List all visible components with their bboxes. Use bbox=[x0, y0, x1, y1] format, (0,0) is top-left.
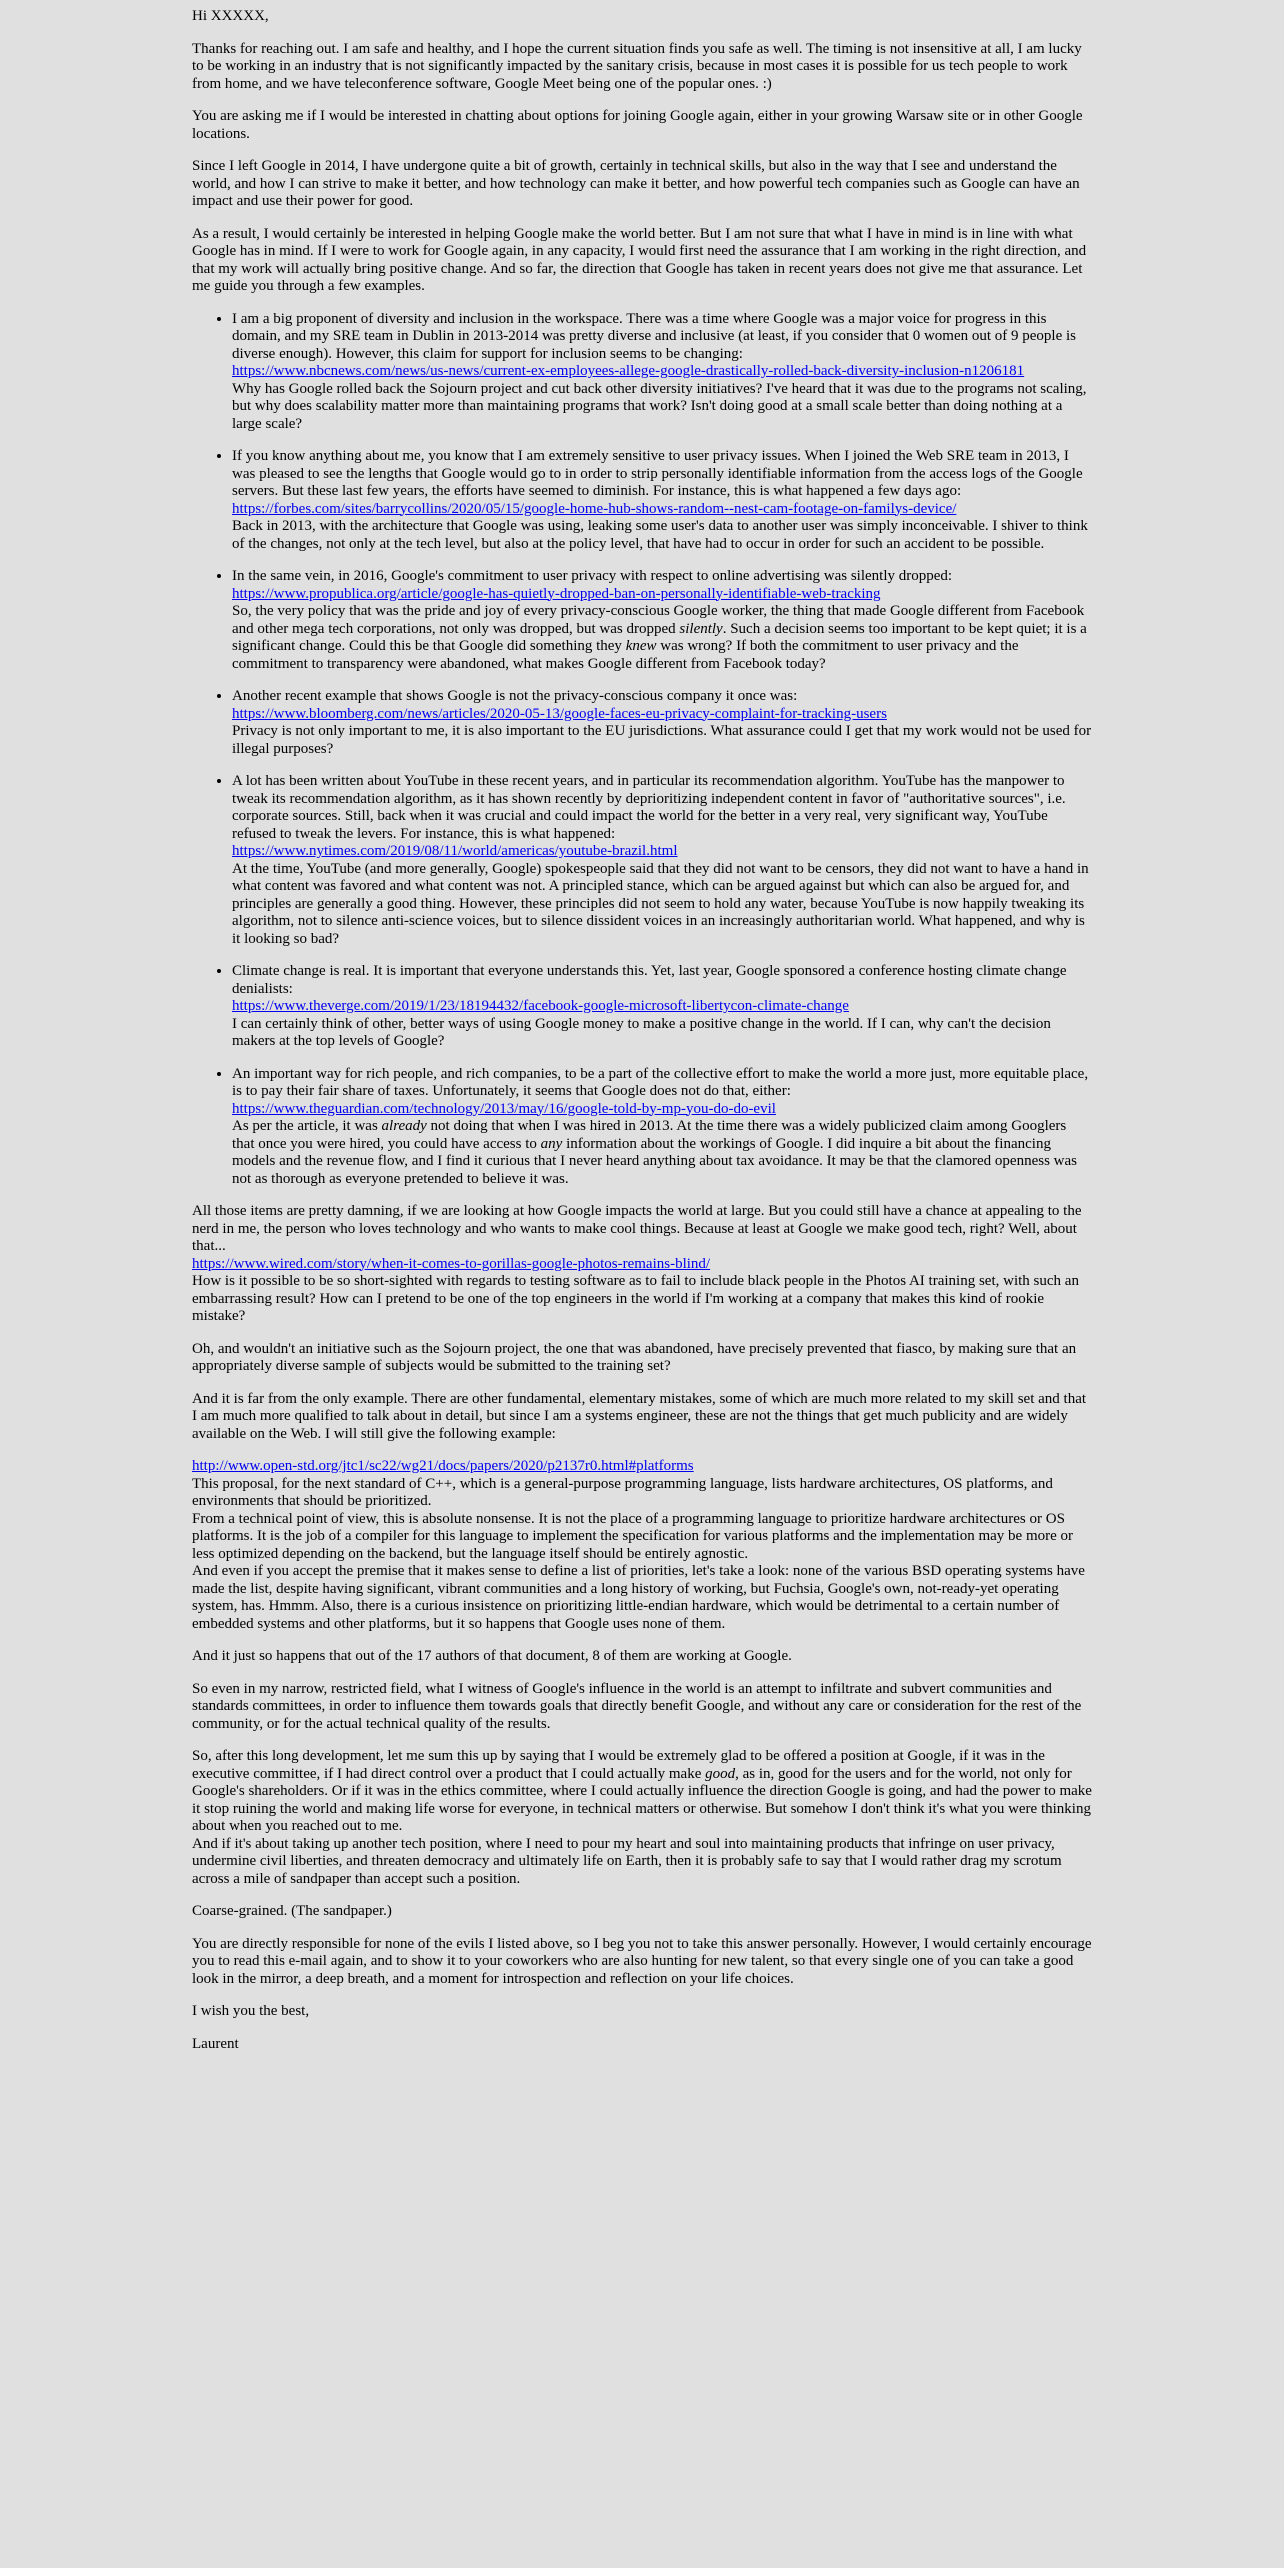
cpp-proposal-line2: From a technical point of view, this is absolute nonsense. It is not the place of a programming language to prioritize hardware architectures or OS platforms. It is the job of a compiler for this language to implement the specification for various platforms and the implementation may be more or less optimized depending on the backend, but the language itself should be entirely agnostic. bbox=[192, 1510, 1074, 1562]
taxes-emphasis-any: any bbox=[540, 1135, 563, 1152]
taxes-emphasis-already: already bbox=[381, 1118, 427, 1134]
paragraph-summary bbox=[192, 1748, 1092, 1888]
examples-list bbox=[192, 311, 1092, 1189]
list-item-youtube bbox=[232, 773, 1092, 948]
climate-text: Climate change is real. It is important that everyone understands this. Yet, last year, Google sponsored a conference hosting climate change denialists: bbox=[232, 963, 1067, 997]
privacy-comment: Back in 2013, with the architecture that Google was using, leaking some user's data to another user was simply inconceivable. I shiver to think of the changes, not only at the tech level, but also at the policy level, that have had to occur in order for such an accident to be possible. bbox=[232, 518, 1088, 552]
youtube-link[interactable]: https://www.nytimes.com/2019/08/11/world/americas/youtube-brazil.html bbox=[232, 843, 678, 859]
diversity-question: Why has Google rolled back the Sojourn project and cut back other diversity initiatives? I've heard that it was due to the programs not scaling, but why does scalability matter more than maintaining programs that work? Isn't doing good at a small scale better than doing nothing at a large scale? bbox=[232, 380, 1087, 432]
diversity-link[interactable]: https://www.nbcnews.com/news/us-news/current-ex-employees-allege-google-drastically-rolled-back-diversity-inclusion-n1206181 bbox=[232, 363, 1025, 379]
advertising-comment-c: was wrong? If both the commitment to user privacy and the commitment to transparency were abandoned, what makes Google different from Facebook today? bbox=[232, 638, 1019, 672]
paragraph-question: You are asking me if I would be interested in chatting about options for joining Google again, either in your growing Warsaw site or in other Google locations. bbox=[192, 108, 1083, 142]
climate-comment: I can certainly think of other, better ways of using Google money to make a positive change in the world. If I can, why can't the decision makers at the top levels of Google? bbox=[232, 1015, 1051, 1049]
taxes-link[interactable]: https://www.theguardian.com/technology/2013/may/16/google-told-by-mp-you-do-do-evil bbox=[232, 1100, 776, 1117]
greeting: Hi XXXXX, bbox=[192, 8, 269, 24]
paragraph-influence: So even in my narrow, restricted field, what I witness of Google's influence in the world is an attempt to infiltrate and subvert communities and standards committees, in order to influence them towards goals that directly benefit Google, and without any care or consideration for the rest of the community, or for the actual technical quality of the results. bbox=[192, 1680, 1082, 1732]
tech-quality-text: All those items are pretty damning, if we are looking at how Google impacts the world at large. But you could still have a chance at appealing to the nerd in me, the person who loves technology and who wants to make cool things. Because at least at Google we make good tech, right? Well, about that... bbox=[192, 1203, 1082, 1254]
privacy-text: If you know anything about me, you know that I am extremely sensitive to user privacy issues. When I joined the Web SRE team in 2013, I was pleased to see the lengths that Google would go to in order to strip personally identifiable information from the access logs of the Google servers. But these last few years, the efforts have seemed to diminish. For instance, this is what happened a few days ago: bbox=[232, 448, 1083, 499]
photos-link[interactable]: https://www.wired.com/story/when-it-comes-to-gorillas-google-photos-remains-blind/ bbox=[192, 1255, 711, 1272]
youtube-comment: At the time, YouTube (and more generally, Google) spokespeople said that they did not want to be censors, they did not want to have a hand in what content was favored and what content was not. A principled stance, which can be argued against but which can also be argued for, and principles are generally a good thing. However, these principles did not seem to hold any water, because YouTube is now happily tweaking its algorithm, not to silence anti-science voices, but to silence dissident voices in an increasingly authoritarian world. What happened, and why is it looking so bad? bbox=[232, 860, 1089, 947]
eu-comment: Privacy is not only important to me, it is also important to the EU jurisdictions. What assurance could I get that my work would not be used for illegal purposes? bbox=[232, 723, 1092, 757]
privacy-link[interactable]: https://forbes.com/sites/barrycollins/2020/05/15/google-home-hub-shows-random--nest-cam-footage-on-familys-device/ bbox=[232, 500, 957, 517]
advertising-emphasis-silently: silently bbox=[679, 620, 723, 637]
advertising-comment-a: So, the very policy that was the pride and joy of every privacy-conscious Google worker, the thing that made Google different from Facebook and other mega tech corporations, not only was dropped, but was dropped bbox=[232, 603, 1085, 637]
summary-line2: And if it's about taking up another tech position, where I need to pour my heart and soul into maintaining products that infringe on user privacy, undermine civil liberties, and threaten democracy and ultimately life on Earth, then it is probably safe to say that I would rather drag my scrotum across a mile of sandpaper than accept such a position. bbox=[192, 1835, 1062, 1887]
climate-link[interactable]: https://www.theverge.com/2019/1/23/18194432/facebook-google-microsoft-libertycon-climate-change bbox=[232, 998, 849, 1014]
paragraph-assurance: As a result, I would certainly be interested in helping Google make the world better. But I am not sure that what I have in mind is in line with what Google has in mind. If I were to work for Google again, in any capacity, I would first need the assurance that I am working in the right direction, and that my work will actually bring positive change. And so far, the direction that Google has taken in recent years does not give me that assurance. Let me guide you through a few examples. bbox=[192, 225, 1087, 294]
list-item-climate bbox=[232, 963, 1092, 1051]
list-item-eu-privacy bbox=[232, 688, 1092, 758]
list-item-privacy bbox=[232, 448, 1092, 553]
summary-emphasis-good: good bbox=[705, 1765, 736, 1782]
paragraph-cpp-proposal bbox=[192, 1458, 1092, 1633]
list-item-advertising bbox=[232, 568, 1092, 673]
paragraph-other-example: And it is far from the only example. There are other fundamental, elementary mistakes, some of which are much more related to my skill set and that I am much more qualified to talk about in detail, but since I am a systems engineer, these are not the things that get much publicity and are widely available on the Web. I will still give the following example: bbox=[192, 1390, 1087, 1442]
taxes-comment-b: not doing that when I was hired in 2013. At the time there was a widely publicized claim among Googlers that once you were hired, you could have access to bbox=[232, 1118, 1067, 1152]
list-item-diversity bbox=[232, 311, 1092, 434]
taxes-text: An important way for rich people, and rich companies, to be a part of the collective effort to make the world a more just, more equitable place, is to pay their fair share of taxes. Unfortunately, it seems that Google does not do that, either: bbox=[232, 1065, 1089, 1099]
cpp-proposal-line1: This proposal, for the next standard of C++, which is a general-purpose programming language, lists hardware architectures, OS platforms, and environments that should be prioritized. bbox=[192, 1475, 1053, 1509]
closing: I wish you the best, bbox=[192, 2003, 310, 2019]
eu-text: Another recent example that shows Google is not the privacy-conscious company it once was: bbox=[232, 688, 798, 704]
eu-link[interactable]: https://www.bloomberg.com/news/articles/2020-05-13/google-faces-eu-privacy-complaint-for-tracking-users bbox=[232, 705, 887, 722]
cpp-proposal-line3: And even if you accept the premise that it makes sense to define a list of priorities, let's take a look: none of the various BSD operating systems have made the list, despite having significant, vibrant communities and a long history of working, but Fuchsia, Google's own, not-ready-yet operating system, has. Hmmm. Also, there is a curious insistence on prioritizing little-endian hardware, which would be detrimental to a certain number of embedded systems and other platforms, but it so happens that Google uses none of them. bbox=[192, 1563, 1085, 1632]
paragraph-encouragement: You are directly responsible for none of the evils I listed above, so I beg you not to take this answer personally. However, I would certainly encourage you to read this e-mail again, and to show it to your coworkers who are also hunting for new talent, so that every single one of you can take a good look in the mirror, a deep breath, and a moment for introspection and reflection on your life choices. bbox=[192, 1935, 1092, 1987]
advertising-comment-b: . Such a decision seems too important to be kept quiet; it is a significant change. Could this be that Google did something they bbox=[232, 620, 1087, 654]
paragraph-growth: Since I left Google in 2014, I have undergone quite a bit of growth, certainly in technical skills, but also in the way that I see and understand the world, and how I can strive to make it better, and how technology can make it better, and how powerful tech companies such as Google can have an impact and use their power for good. bbox=[192, 158, 1080, 209]
advertising-emphasis-knew: knew bbox=[625, 638, 657, 654]
youtube-text: A lot has been written about YouTube in these recent years, and in particular its recommendation algorithm. YouTube has the manpower to tweak its recommendation algorithm, as it has shown recently by deprioritizing independent content in favor of "authoritative sources", i.e. corporate sources. Still, back when it was crucial and could impact the world for the better in a very real, very significant way, YouTube refused to tweak the levers. For instance, this is what happened: bbox=[232, 773, 1066, 842]
paragraph-authors: And it just so happens that out of the 17 authors of that document, 8 of them are working at Google. bbox=[192, 1648, 792, 1664]
paragraph-sojourn: Oh, and wouldn't an initiative such as the Sojourn project, the one that was abandoned, have precisely prevented that fiasco, by making sure that an appropriately diverse sample of subjects would be submitted to the training set? bbox=[192, 1340, 1077, 1374]
taxes-comment-c: information about the workings of Google. I did inquire a bit about the financing models and the revenue flow, and I find it curious that I never heard anything about tax avoidance. It may be that the clamored openness was not as thorough as everyone pretended to believe it was. bbox=[232, 1135, 1077, 1187]
summary-text-b: , as in, good for the users and for the world, not only for Google's shareholders. Or if it was in the ethics committee, where I could actually influence the direction Google is going, and had the power to make it stop ruining the world and making life worse for everyone, in technical matters or otherwise. But somehow I don't think it's what you were thinking about when you reached out to me. bbox=[192, 1765, 1092, 1834]
paragraph-intro: Thanks for reaching out. I am safe and healthy, and I hope the current situation finds you safe as well. The timing is not insensitive at all, I am lucky to be working in an industry that is not significantly impacted by the sanitary crisis, because in most cases it is possible for us tech people to work from home, and we have teleconference software, Google Meet being one of the popular ones. :) bbox=[192, 40, 1082, 92]
email-body bbox=[192, 0, 1092, 2053]
paragraph-sandpaper: Coarse-grained. (The sandpaper.) bbox=[192, 1903, 392, 1919]
advertising-link[interactable]: https://www.propublica.org/article/google-has-quietly-dropped-ban-on-personally-identifiable-web-tracking bbox=[232, 585, 881, 602]
diversity-text: I am a big proponent of diversity and inclusion in the workspace. There was a time where Google was a major voice for progress in this domain, and my SRE team in Dublin in 2013-2014 was pretty diverse and inclusive (at least, if you consider that 0 women out of 9 people is diverse enough). However, this claim for support for inclusion seems to be changing: bbox=[232, 310, 1077, 362]
summary-text-a: So, after this long development, let me sum this up by saying that I would be extremely glad to be offered a position at Google, if it was in the executive committee, if I had direct control over a product that I could actually make bbox=[192, 1748, 1045, 1782]
cpp-proposal-link[interactable]: http://www.open-std.org/jtc1/sc22/wg21/docs/papers/2020/p2137r0.html#platforms bbox=[192, 1458, 694, 1474]
tech-quality-question: How is it possible to be so short-sighted with regards to testing software as to fail to include black people in the Photos AI training set, with such an embarrassing result? How can I pretend to be one of the top engineers in the world if I'm working at a company that makes this kind of rookie mistake? bbox=[192, 1273, 1079, 1324]
taxes-comment-a: As per the article, it was bbox=[232, 1118, 382, 1134]
signature: Laurent bbox=[192, 2035, 239, 2052]
paragraph-tech-quality bbox=[192, 1203, 1092, 1326]
advertising-text: In the same vein, in 2016, Google's commitment to user privacy with respect to online advertising was silently dropped: bbox=[232, 568, 953, 584]
list-item-taxes bbox=[232, 1066, 1092, 1189]
